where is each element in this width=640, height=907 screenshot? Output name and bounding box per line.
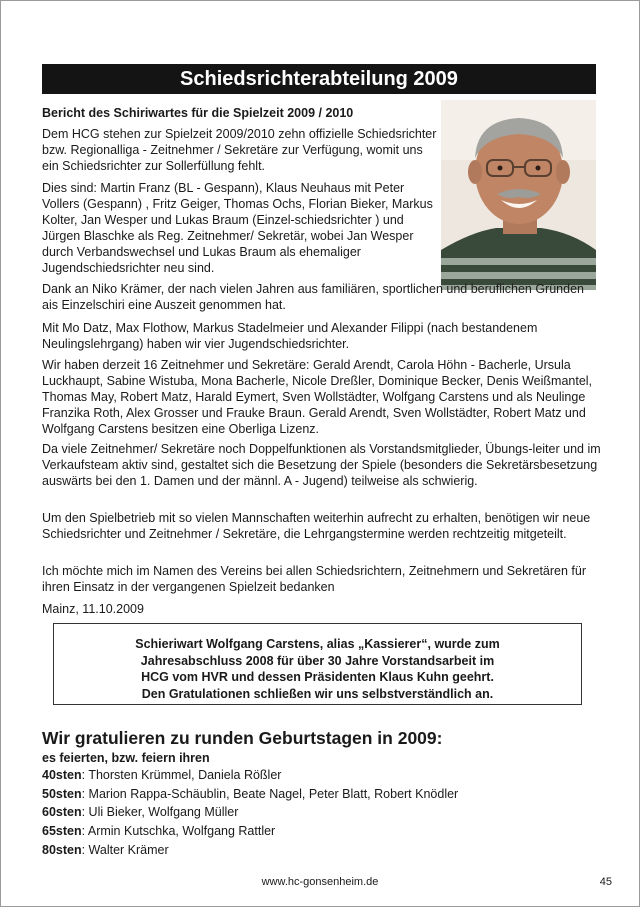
report-paragraph: Dank an Niko Krämer, der nach vielen Jahren aus familiären, sportlichen und beruflichen Gründen ais Einzelschiri eine Auszeit genommen hat. <box>42 282 584 312</box>
birthday-age: 50sten <box>42 787 82 801</box>
birthday-row <box>42 768 281 782</box>
birthday-age: 60sten <box>42 805 82 819</box>
report-subtitle: Bericht des Schiriwartes für die Spielzeit 2009 / 2010 <box>42 106 354 120</box>
report-paragraph: Um den Spielbetrieb mit so vielen Mannschaften weiterhin aufrecht zu erhalten, benötigen wir neue Schiedsrichter und Zeitnehmer / Sekretäre, die Lehrgangstermine werden rechtzeitig mitgeteilt. <box>42 511 591 541</box>
report-date: Mainz, 11.10.2009 <box>42 602 144 616</box>
birthday-row <box>42 843 169 857</box>
notice-line: HCG vom HVR und dessen Präsidenten Klaus Kuhn geehrt. <box>141 670 494 684</box>
birthday-row <box>42 824 275 838</box>
notice-line: Den Gratulationen schließen wir uns selbstverständlich an. <box>141 686 494 701</box>
notice-line: Schieriwart Wolfgang Carstens, alias „Kassierer“, wurde zum <box>135 637 500 651</box>
birthday-row <box>42 787 458 801</box>
birthday-row <box>42 805 238 819</box>
birthday-age: 80sten <box>42 843 82 857</box>
birthday-names: : Armin Kutschka, Wolfgang Rattler <box>81 824 276 838</box>
report-paragraph: Da viele Zeitnehmer/ Sekretäre noch Doppelfunktionen als Vorstandsmitglieder, Übungs-leiter und im Verkaufsteam aktiv sind, gestaltet sich die Besetzung der Spiele (besonders die Sekretärsbesetzung auswärts bei den 1. Damen und der männl. A - Jugend) teilweise als schwierig. <box>42 442 601 488</box>
birthday-age: 40sten <box>42 768 82 782</box>
birthday-names: : Walter Krämer <box>81 843 169 857</box>
birthday-names: : Marion Rappa-Schäublin, Beate Nagel, Peter Blatt, Robert Knödler <box>81 787 459 801</box>
honor-notice-box <box>53 623 582 705</box>
report-paragraph: Dem HCG stehen zur Spielzeit 2009/2010 zehn offizielle Schiedsrichter bzw. Regionalliga - Zeitnehmer / Sekretäre zur Verfügung, womit uns ein Schiedsrichter zur Sollerfüllung fehlt. <box>42 127 437 173</box>
referee-portrait-photo <box>441 100 596 290</box>
footer-website-link[interactable]: www.hc-gonsenheim.de <box>261 876 379 888</box>
report-paragraph: Ich möchte mich im Namen des Vereins bei allen Schiedsrichtern, Zeitnehmern und Sekretären für ihren Einsatz in der vergangenen Spielzeit bedanken <box>42 564 587 594</box>
report-paragraph: Wir haben derzeit 16 Zeitnehmer und Sekretäre: Gerald Arendt, Carola Höhn - Bacherle, Ursula Luckhaupt, Sabine Wistuba, Mona Bacherle, Nicole Dreßler, Dominique Becker, Denis Weißmantel, Thomas May, Robert Matz, Harald Eymert, Sven Wollstädter, Wolfgang Carstens und als Neulinge Franzika Roth, Alex Grosser und Frauke Braun. Gerald Arendt, Sven Wollstädter, Robert Matz und Wolfgang Carstens besitzen eine Oberliga Lizenz. <box>42 358 593 436</box>
birthday-names: : Thorsten Krümmel, Daniela Rößler <box>81 768 282 782</box>
birthday-subheading: es feierten, bzw. feiern ihren <box>42 751 210 765</box>
birthday-names: : Uli Bieker, Wolfgang Müller <box>81 805 239 819</box>
report-paragraph: Mit Mo Datz, Max Flothow, Markus Stadelmeier und Alexander Filippi (nach bestandenem Neulingslehrgang) haben wir vier Jugendschiedsrichter. <box>42 321 538 351</box>
birthday-heading: Wir gratulieren zu runden Geburtstagen in 2009: <box>42 728 443 748</box>
section-title-banner: Schiedsrichterabteilung 2009 <box>42 64 596 94</box>
birthday-age: 65sten <box>42 824 82 838</box>
page-number: 45 <box>599 876 612 888</box>
report-paragraph: Dies sind: Martin Franz (BL - Gespann), Klaus Neuhaus mit Peter Vollers (Gespann) , Fritz Geiger, Thomas Ochs, Florian Bieker, Markus Kolter, Jan Wesper und Lukas Braum (Einzel-schiedsrichter ) und Jürgen Blaschke als Reg. Zeitnehmer/ Sekretär, wobei Jan Wesper durch Verbandswechsel und Lukas Braum als ehemaliger Jugendschiedsrichter neu sind. <box>42 181 433 275</box>
notice-line: Jahresabschluss 2008 für über 30 Jahre Vorstandsarbeit im <box>140 653 495 668</box>
